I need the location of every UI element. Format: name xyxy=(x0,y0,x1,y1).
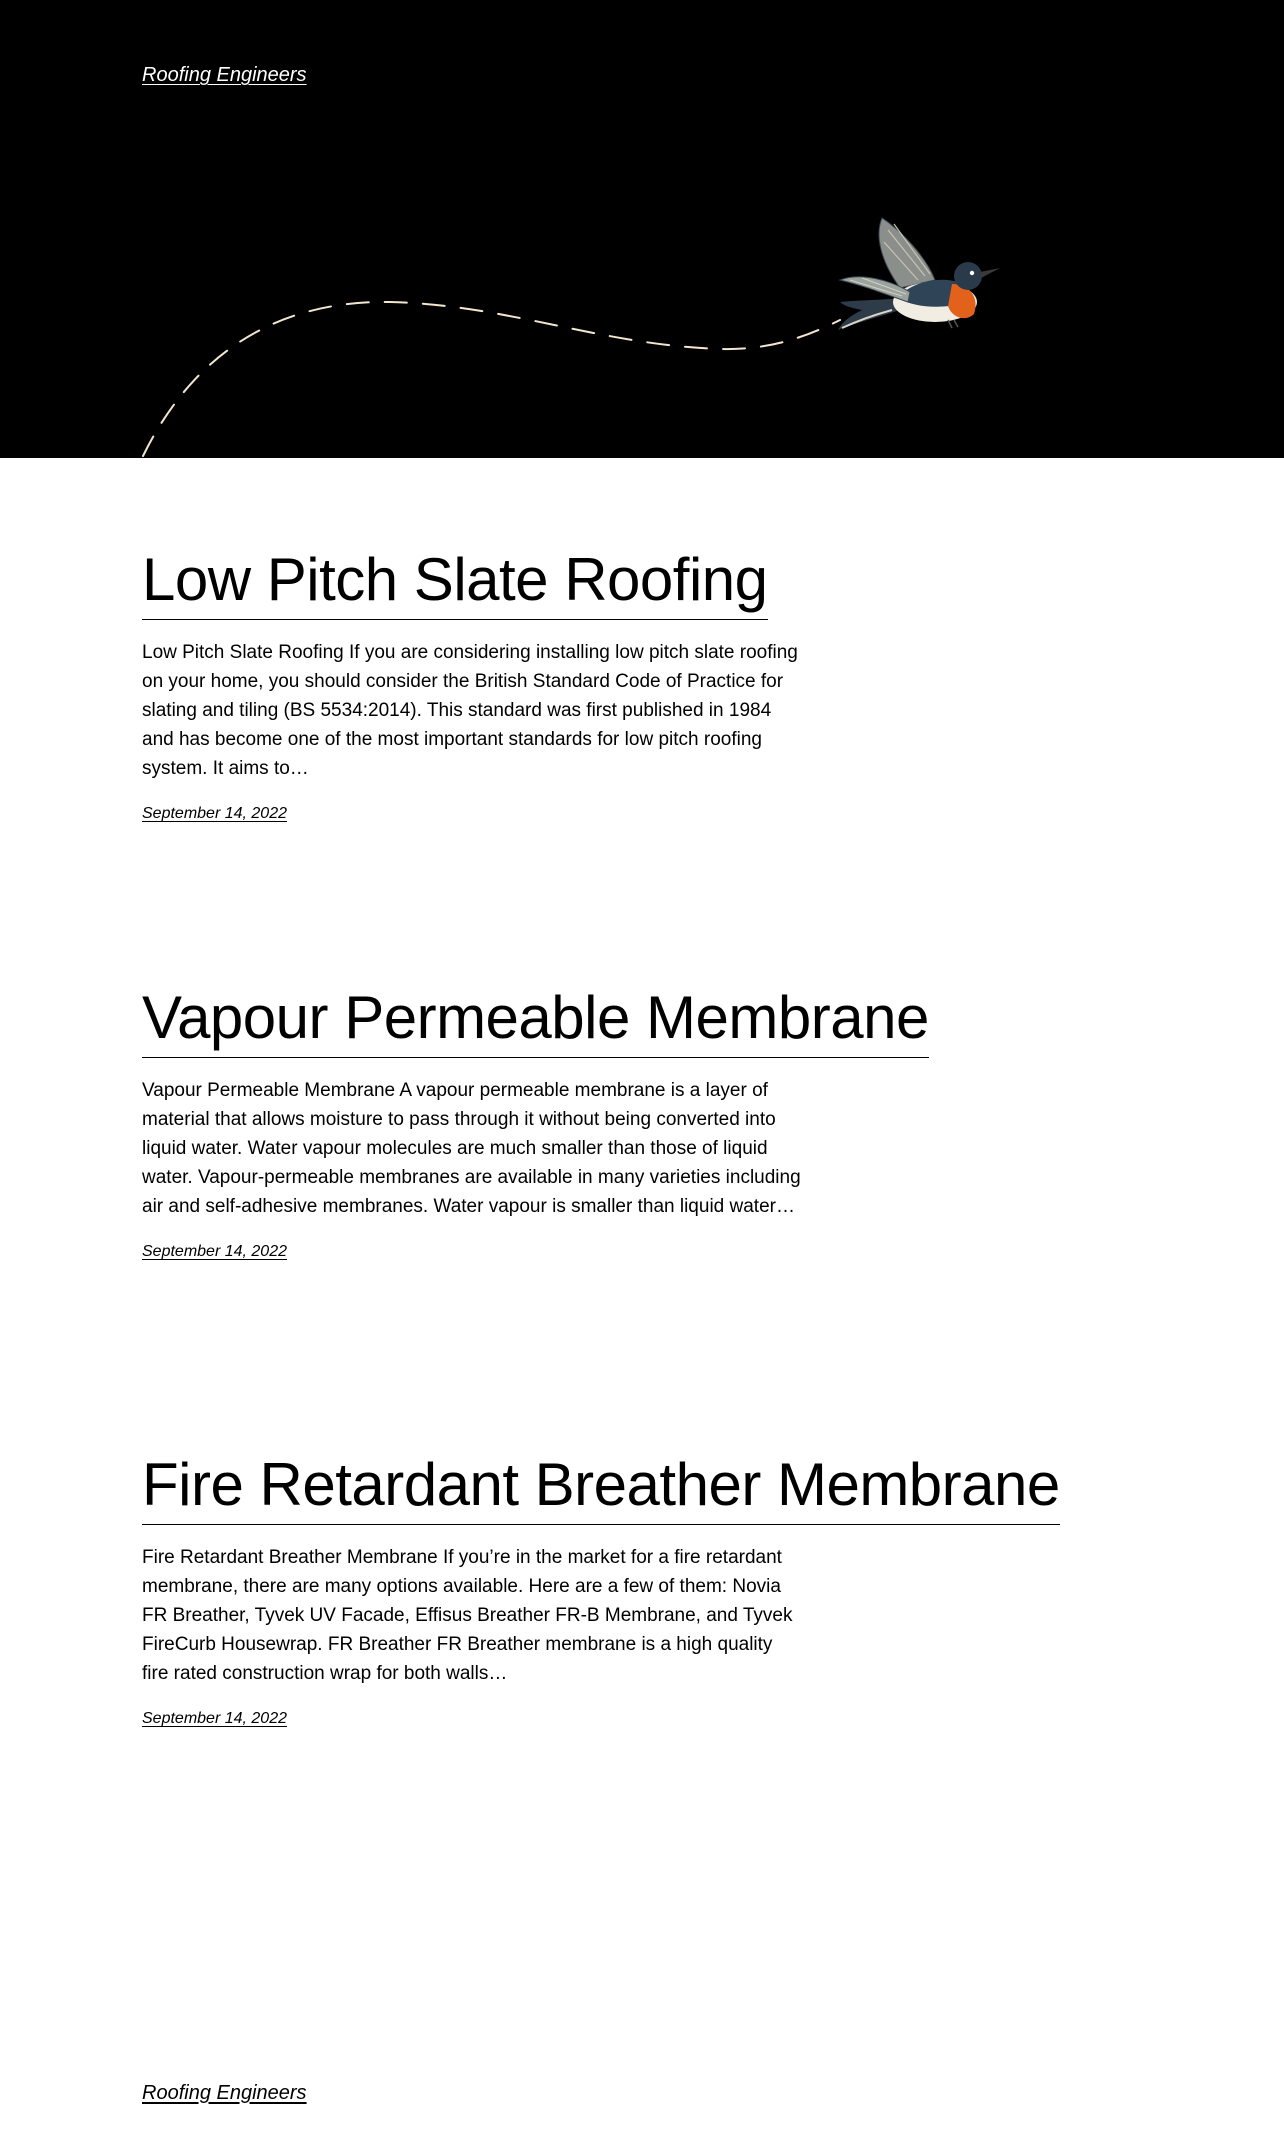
post-card xyxy=(142,983,929,1261)
post-card xyxy=(142,545,842,823)
post-excerpt: Low Pitch Slate Roofing If you are considering installing low pitch slate roofing on your home, you should consider the British Standard Code of Practice for slating and tiling (BS 5534:2014). This standard was first published in 1984 and has become one of the most important standards for low pitch roofing system. It aims to… xyxy=(142,642,798,779)
post-excerpt: Fire Retardant Breather Membrane If you’re in the market for a fire retardant membrane, there are many options available. Here are a few of them: Novia FR Breather, Tyvek UV Facade, Effisus Breather FR-B Membrane, and Tyvek FireCurb Housewrap. FR Breather FR Breather membrane is a high quality fire rated construction wrap for both walls… xyxy=(142,1547,793,1684)
post-title-link[interactable]: Fire Retardant Breather Membrane xyxy=(142,1450,1060,1525)
post-excerpt: Vapour Permeable Membrane A vapour permeable membrane is a layer of material that allows moisture to pass through it without being converted into liquid water. Water vapour molecules are much smaller than those of liquid water. Vapour-permeable membranes are available in many varieties including air and self-adhesive membranes. Water vapour is smaller than liquid water… xyxy=(142,1080,801,1217)
flying-bird-icon xyxy=(830,210,1010,345)
hero-header xyxy=(0,0,1284,458)
footer-site-title-link[interactable]: Roofing Engineers xyxy=(142,2082,307,2104)
site-title-link[interactable]: Roofing Engineers xyxy=(142,64,307,86)
post-title-link[interactable]: Vapour Permeable Membrane xyxy=(142,983,929,1058)
post-date-link[interactable]: September 14, 2022 xyxy=(142,1710,287,1727)
post-date-link[interactable]: September 14, 2022 xyxy=(142,805,287,822)
post-title-link[interactable]: Low Pitch Slate Roofing xyxy=(142,545,768,620)
post-card xyxy=(142,1450,1060,1728)
dashed-flight-path xyxy=(0,0,1284,458)
post-date-link[interactable]: September 14, 2022 xyxy=(142,1243,287,1260)
